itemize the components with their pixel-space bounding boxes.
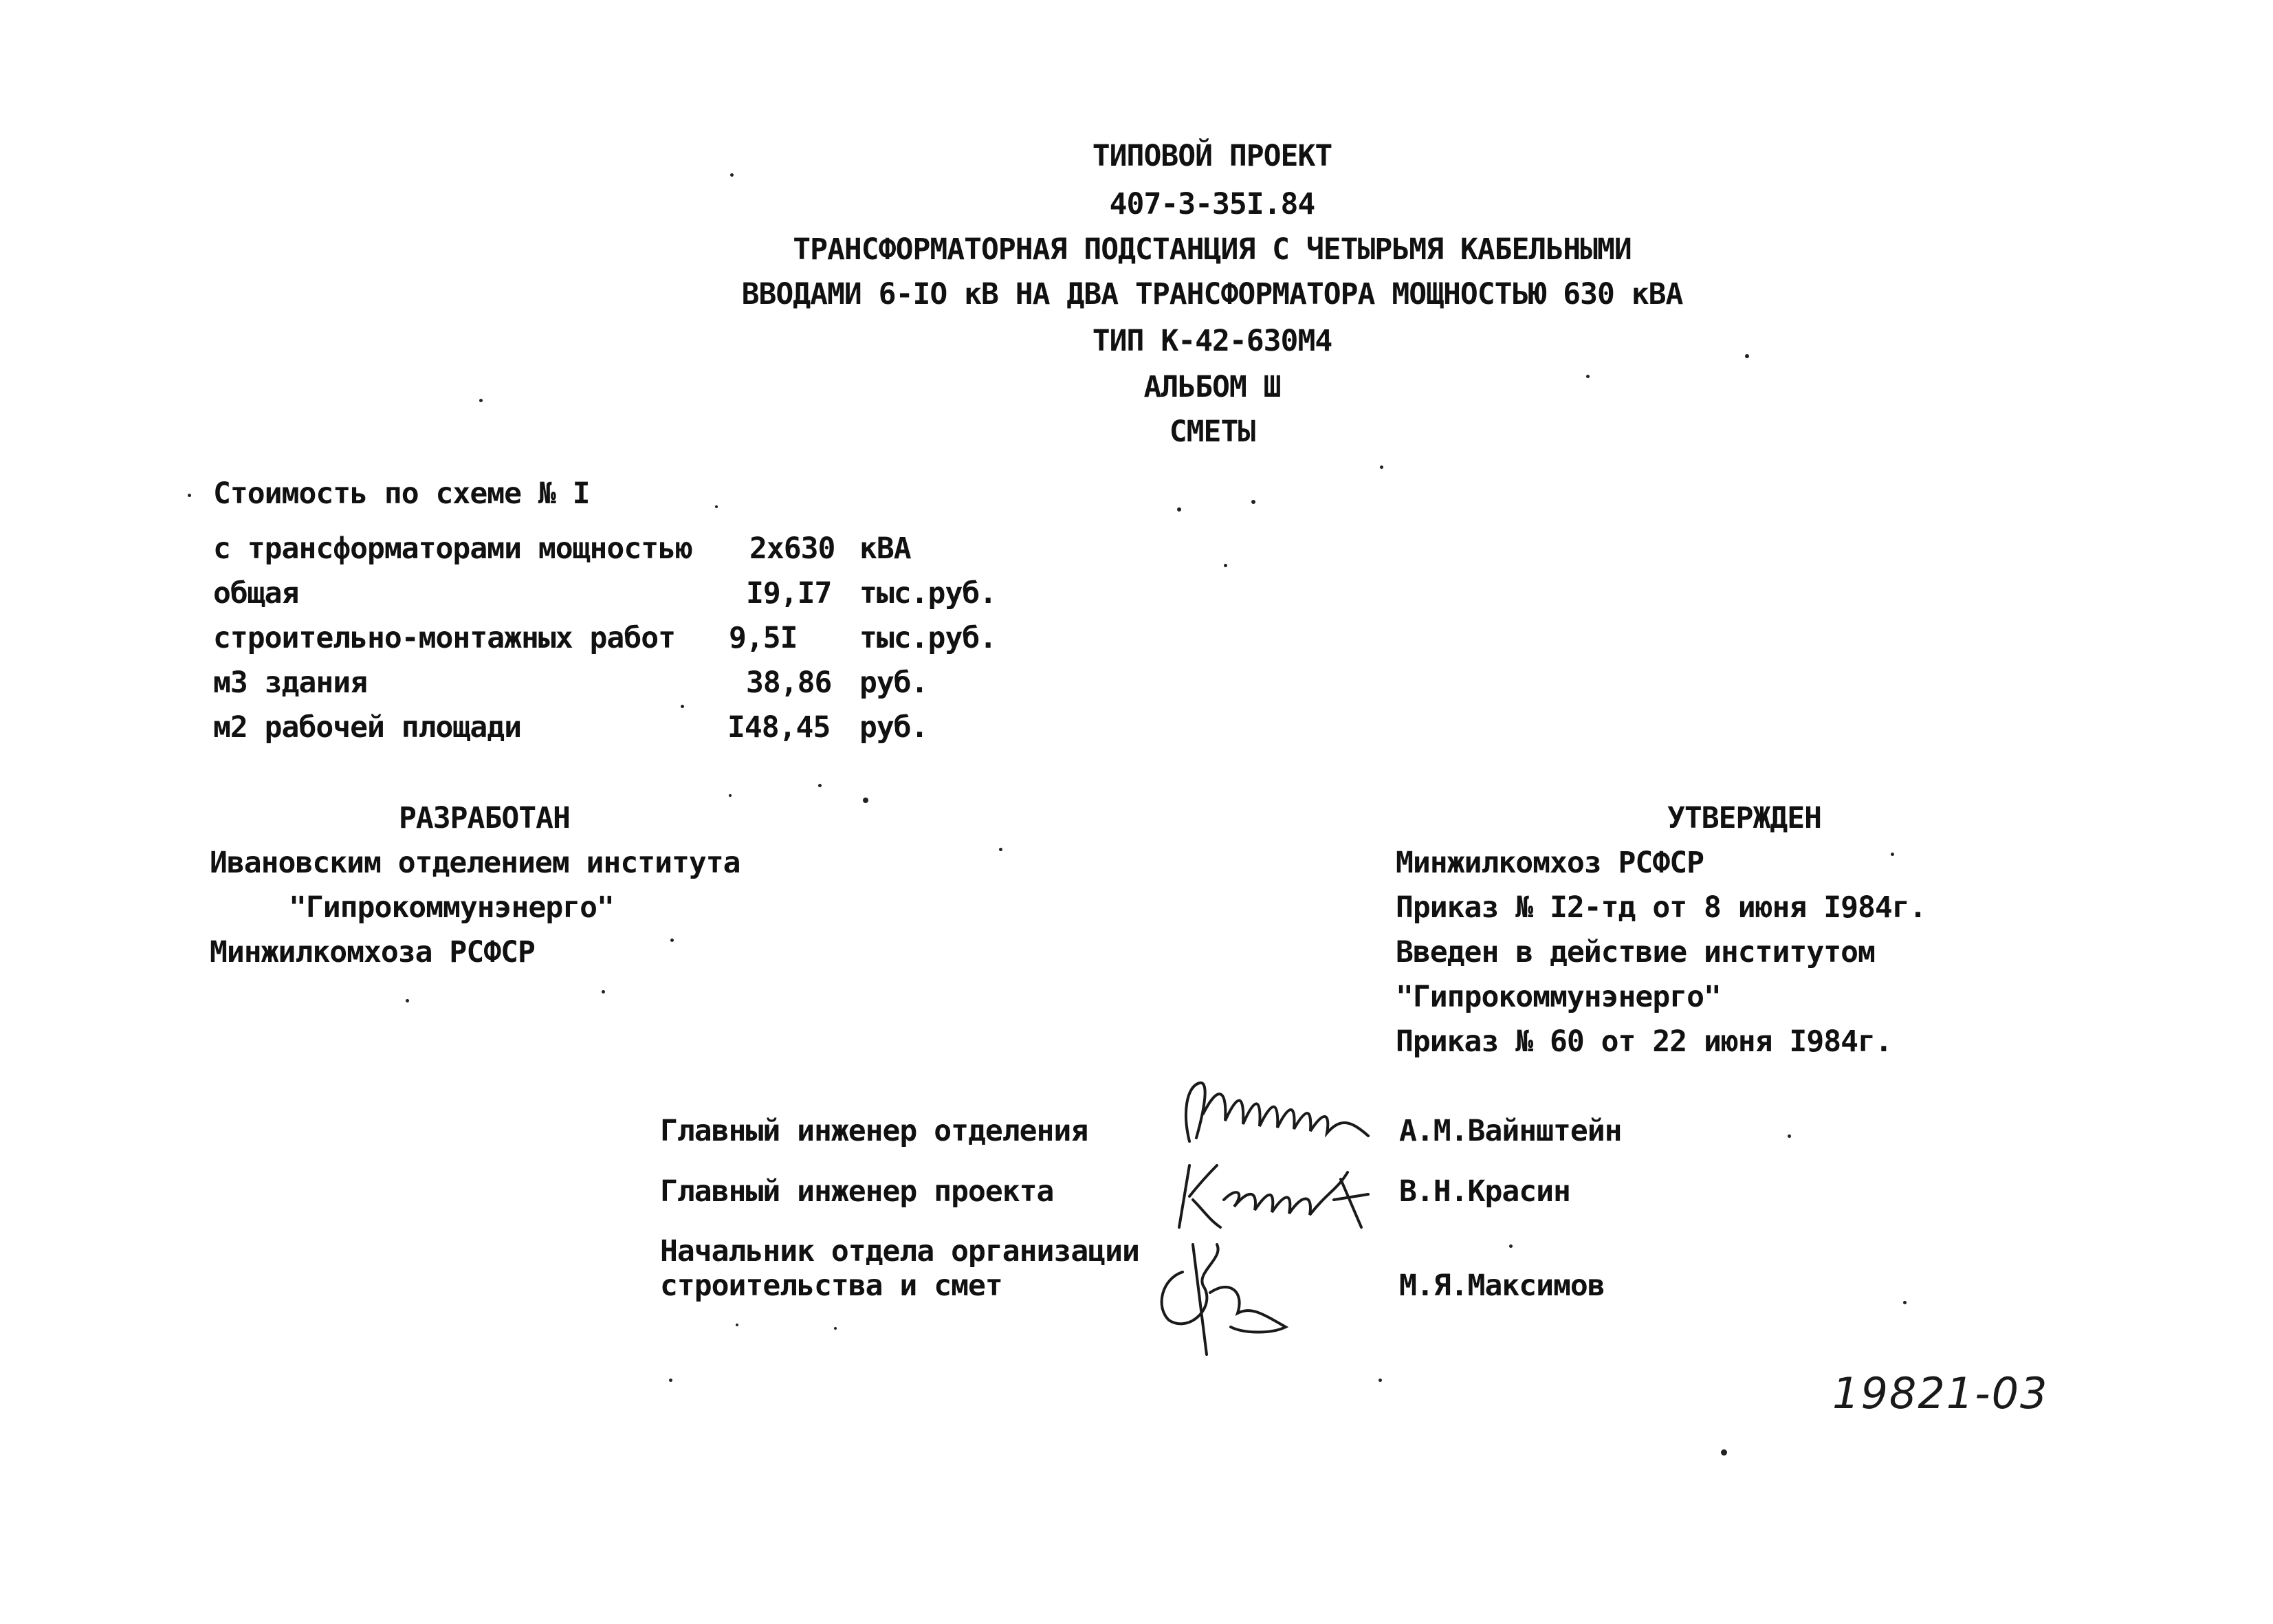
header-title: ТИПОВОЙ ПРОЕКТ bbox=[1092, 139, 1332, 173]
approved-line1: Минжилкомхоз РСФСР bbox=[1396, 846, 1704, 880]
signature-name-2: В.Н.Красин bbox=[1399, 1174, 1570, 1209]
cost-value-m2: I48,45 bbox=[727, 710, 831, 745]
scan-speck bbox=[729, 794, 732, 797]
developed-line1: Ивановским отделением института bbox=[210, 846, 740, 880]
project-type: ТИП К-42-630М4 bbox=[1092, 324, 1332, 358]
signature-role-3-line2: строительства и смет bbox=[660, 1269, 1002, 1303]
approved-line4: "Гипрокоммунэнерго" bbox=[1396, 980, 1721, 1014]
scan-speck bbox=[1788, 1134, 1791, 1138]
scan-speck bbox=[1745, 354, 1749, 358]
cost-unit-total: тыс.руб. bbox=[859, 576, 997, 611]
scan-speck bbox=[1379, 1379, 1382, 1382]
scan-speck bbox=[670, 939, 674, 942]
project-title-line2: ВВОДАМИ 6-IO кВ НА ДВА ТРАНСФОРМАТОРА МОЩНОСТЬЮ 630 кВА bbox=[741, 277, 1683, 311]
scan-speck bbox=[1251, 500, 1255, 504]
approved-title: УТВЕРЖДЕН bbox=[1667, 801, 1821, 835]
cost-label-total: общая bbox=[213, 576, 299, 611]
cost-label-m3: м3 здания bbox=[213, 666, 367, 700]
signature-name-1: А.М.Вайнштейн bbox=[1399, 1114, 1622, 1148]
cost-unit-m2: руб. bbox=[859, 710, 928, 745]
signature-name-3: М.Я.Максимов bbox=[1399, 1269, 1605, 1303]
scan-speck bbox=[1177, 507, 1181, 512]
cost-value-construction: 9,5I bbox=[729, 621, 798, 655]
scan-speck bbox=[1891, 853, 1894, 856]
archive-number: 19821-03 bbox=[1832, 1368, 2049, 1418]
scan-speck bbox=[602, 990, 605, 994]
scan-speck bbox=[1380, 465, 1383, 469]
approved-line5: Приказ № 60 от 22 июня I984г. bbox=[1396, 1024, 1892, 1059]
album-subject: СМЕТЫ bbox=[1169, 415, 1255, 449]
scan-speck bbox=[1721, 1449, 1727, 1456]
scan-speck bbox=[1903, 1301, 1907, 1304]
cost-value-capacity: 2х630 bbox=[749, 531, 835, 566]
scan-speck bbox=[669, 1379, 672, 1382]
approved-line2: Приказ № I2-тд от 8 июня I984г. bbox=[1396, 890, 1926, 925]
scan-speck bbox=[1509, 1244, 1513, 1248]
cost-unit-m3: руб. bbox=[859, 666, 928, 700]
signature-role-1: Главный инженер отделения bbox=[660, 1114, 1088, 1148]
signature-maksimov bbox=[1141, 1231, 1299, 1361]
cost-label-capacity: с трансформаторами мощностью bbox=[213, 531, 692, 566]
cost-value-total: I9,I7 bbox=[746, 576, 832, 611]
signature-role-2: Главный инженер проекта bbox=[660, 1174, 1054, 1209]
project-number: 407-3-35I.84 bbox=[1109, 187, 1315, 221]
cost-label-construction: строительно-монтажных работ bbox=[213, 621, 675, 655]
scan-speck bbox=[834, 1327, 837, 1330]
scan-speck bbox=[863, 798, 868, 803]
scan-speck bbox=[406, 999, 409, 1002]
cost-label-m2: м2 рабочей площади bbox=[213, 710, 521, 745]
scan-speck bbox=[999, 848, 1002, 851]
developed-title: РАЗРАБОТАН bbox=[399, 801, 570, 835]
scan-speck bbox=[730, 173, 734, 177]
cost-unit-capacity: кВА bbox=[859, 531, 911, 566]
approved-line3: Введен в действие институтом bbox=[1396, 935, 1875, 969]
cost-heading: Стоимость по схеме № I bbox=[213, 476, 590, 511]
scan-speck bbox=[479, 399, 483, 402]
signature-role-3: Начальник отдела организации bbox=[660, 1234, 1139, 1269]
scan-speck bbox=[188, 494, 191, 497]
scan-speck bbox=[681, 705, 684, 708]
scan-speck bbox=[1224, 564, 1227, 567]
signature-vainshtein bbox=[1162, 1073, 1396, 1155]
developed-line2: "Гипрокоммунэнерго" bbox=[289, 890, 614, 925]
project-title-line1: ТРАНСФОРМАТОРНАЯ ПОДСТАНЦИЯ С ЧЕТЫРЬМЯ КАБЕЛЬНЫМИ bbox=[793, 232, 1632, 267]
scan-speck bbox=[736, 1324, 738, 1326]
scan-speck bbox=[1586, 375, 1590, 378]
scan-speck bbox=[818, 784, 822, 787]
signature-krasin bbox=[1162, 1152, 1389, 1241]
cost-unit-construction: тыс.руб. bbox=[859, 621, 997, 655]
cost-value-m3: 38,86 bbox=[746, 666, 832, 700]
scan-speck bbox=[715, 505, 718, 508]
album-number: АЛЬБОМ Ш bbox=[1143, 370, 1281, 404]
developed-line3: Минжилкомхоза РСФСР bbox=[210, 935, 535, 969]
